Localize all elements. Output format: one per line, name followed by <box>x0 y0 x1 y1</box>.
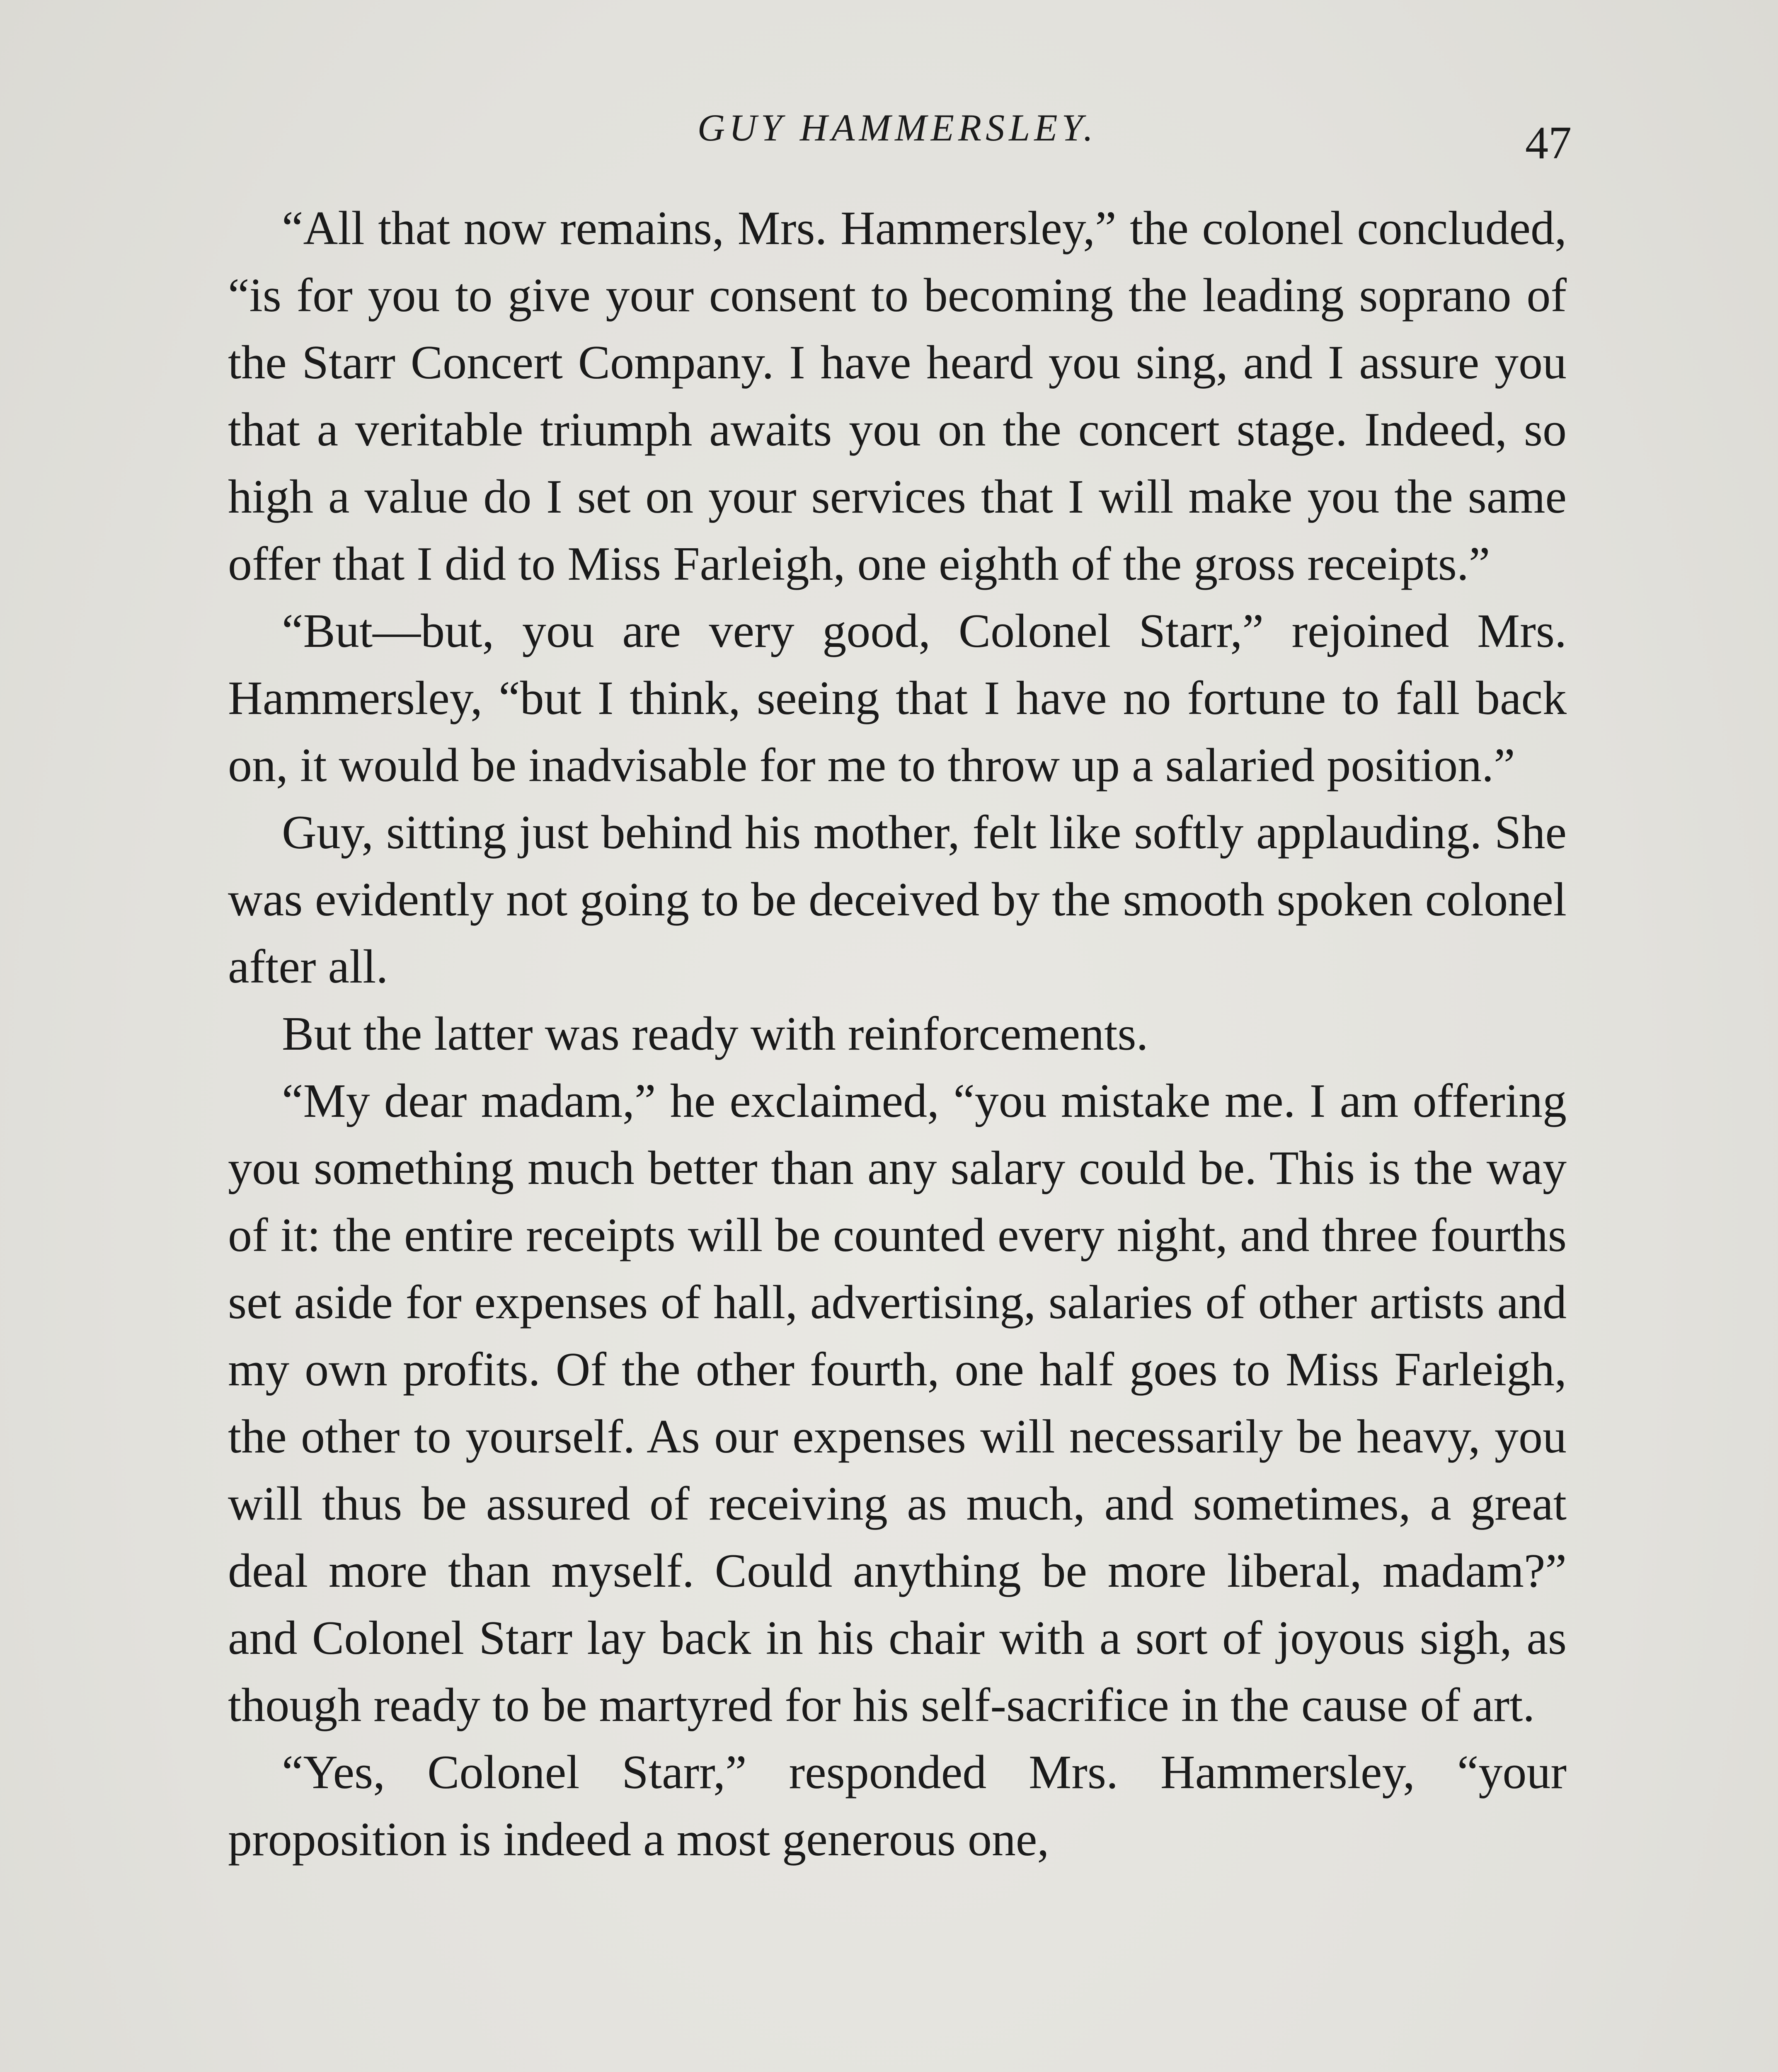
paragraph-4: But the latter was ready with reinforcements. <box>282 1007 1148 1060</box>
body-text <box>228 195 1567 1873</box>
paragraph-1: “All that now remains, Mrs. Hammersley,” the colonel concluded, “is for you to give your consent to becoming the leading soprano of the Starr Concert Company. I have heard you sing, and I assure you that a veritable triumph awaits you on the concert stage. Indeed, so high a value do I set on your services that I will make you the same offer that I did to Miss Farleigh, one eighth of the gross receipts.” <box>228 202 1567 591</box>
paragraph-2: “But—but, you are very good, Colonel Starr,” rejoined Mrs. Hammersley, “but I think, seeing that I have no fortune to fall back on, it would be inadvisable for me to throw up a salaried position.” <box>228 605 1567 792</box>
running-title: GUY HAMMERSLEY. <box>697 107 1097 149</box>
page-number: 47 <box>1525 117 1572 169</box>
paragraph-3: Guy, sitting just behind his mother, felt like softly applauding. She was evidently not going to be deceived by the smooth spoken colonel after all. <box>228 806 1567 993</box>
paragraph-5: “My dear madam,” he exclaimed, “you mistake me. I am offering you something much better than any salary could be. This is the way of it: the entire receipts will be counted every night, and three fourths set aside for expenses of hall, advertising, salaries of other artists and my own profits. Of the other fourth, one half goes to Miss Farleigh, the other to yourself. As our expenses will necessarily be heavy, you will thus be assured of receiving as much, and sometimes, a great deal more than myself. Could anything be more liberal, madam?” and Colonel Starr lay back in his chair with a sort of joyous sigh, as though ready to be martyred for his self-sacrifice in the cause of art. <box>228 1075 1567 1732</box>
running-head <box>228 106 1572 172</box>
paragraph-6: “Yes, Colonel Starr,” responded Mrs. Hammersley, “your proposition is indeed a most generous one, <box>228 1746 1567 1866</box>
